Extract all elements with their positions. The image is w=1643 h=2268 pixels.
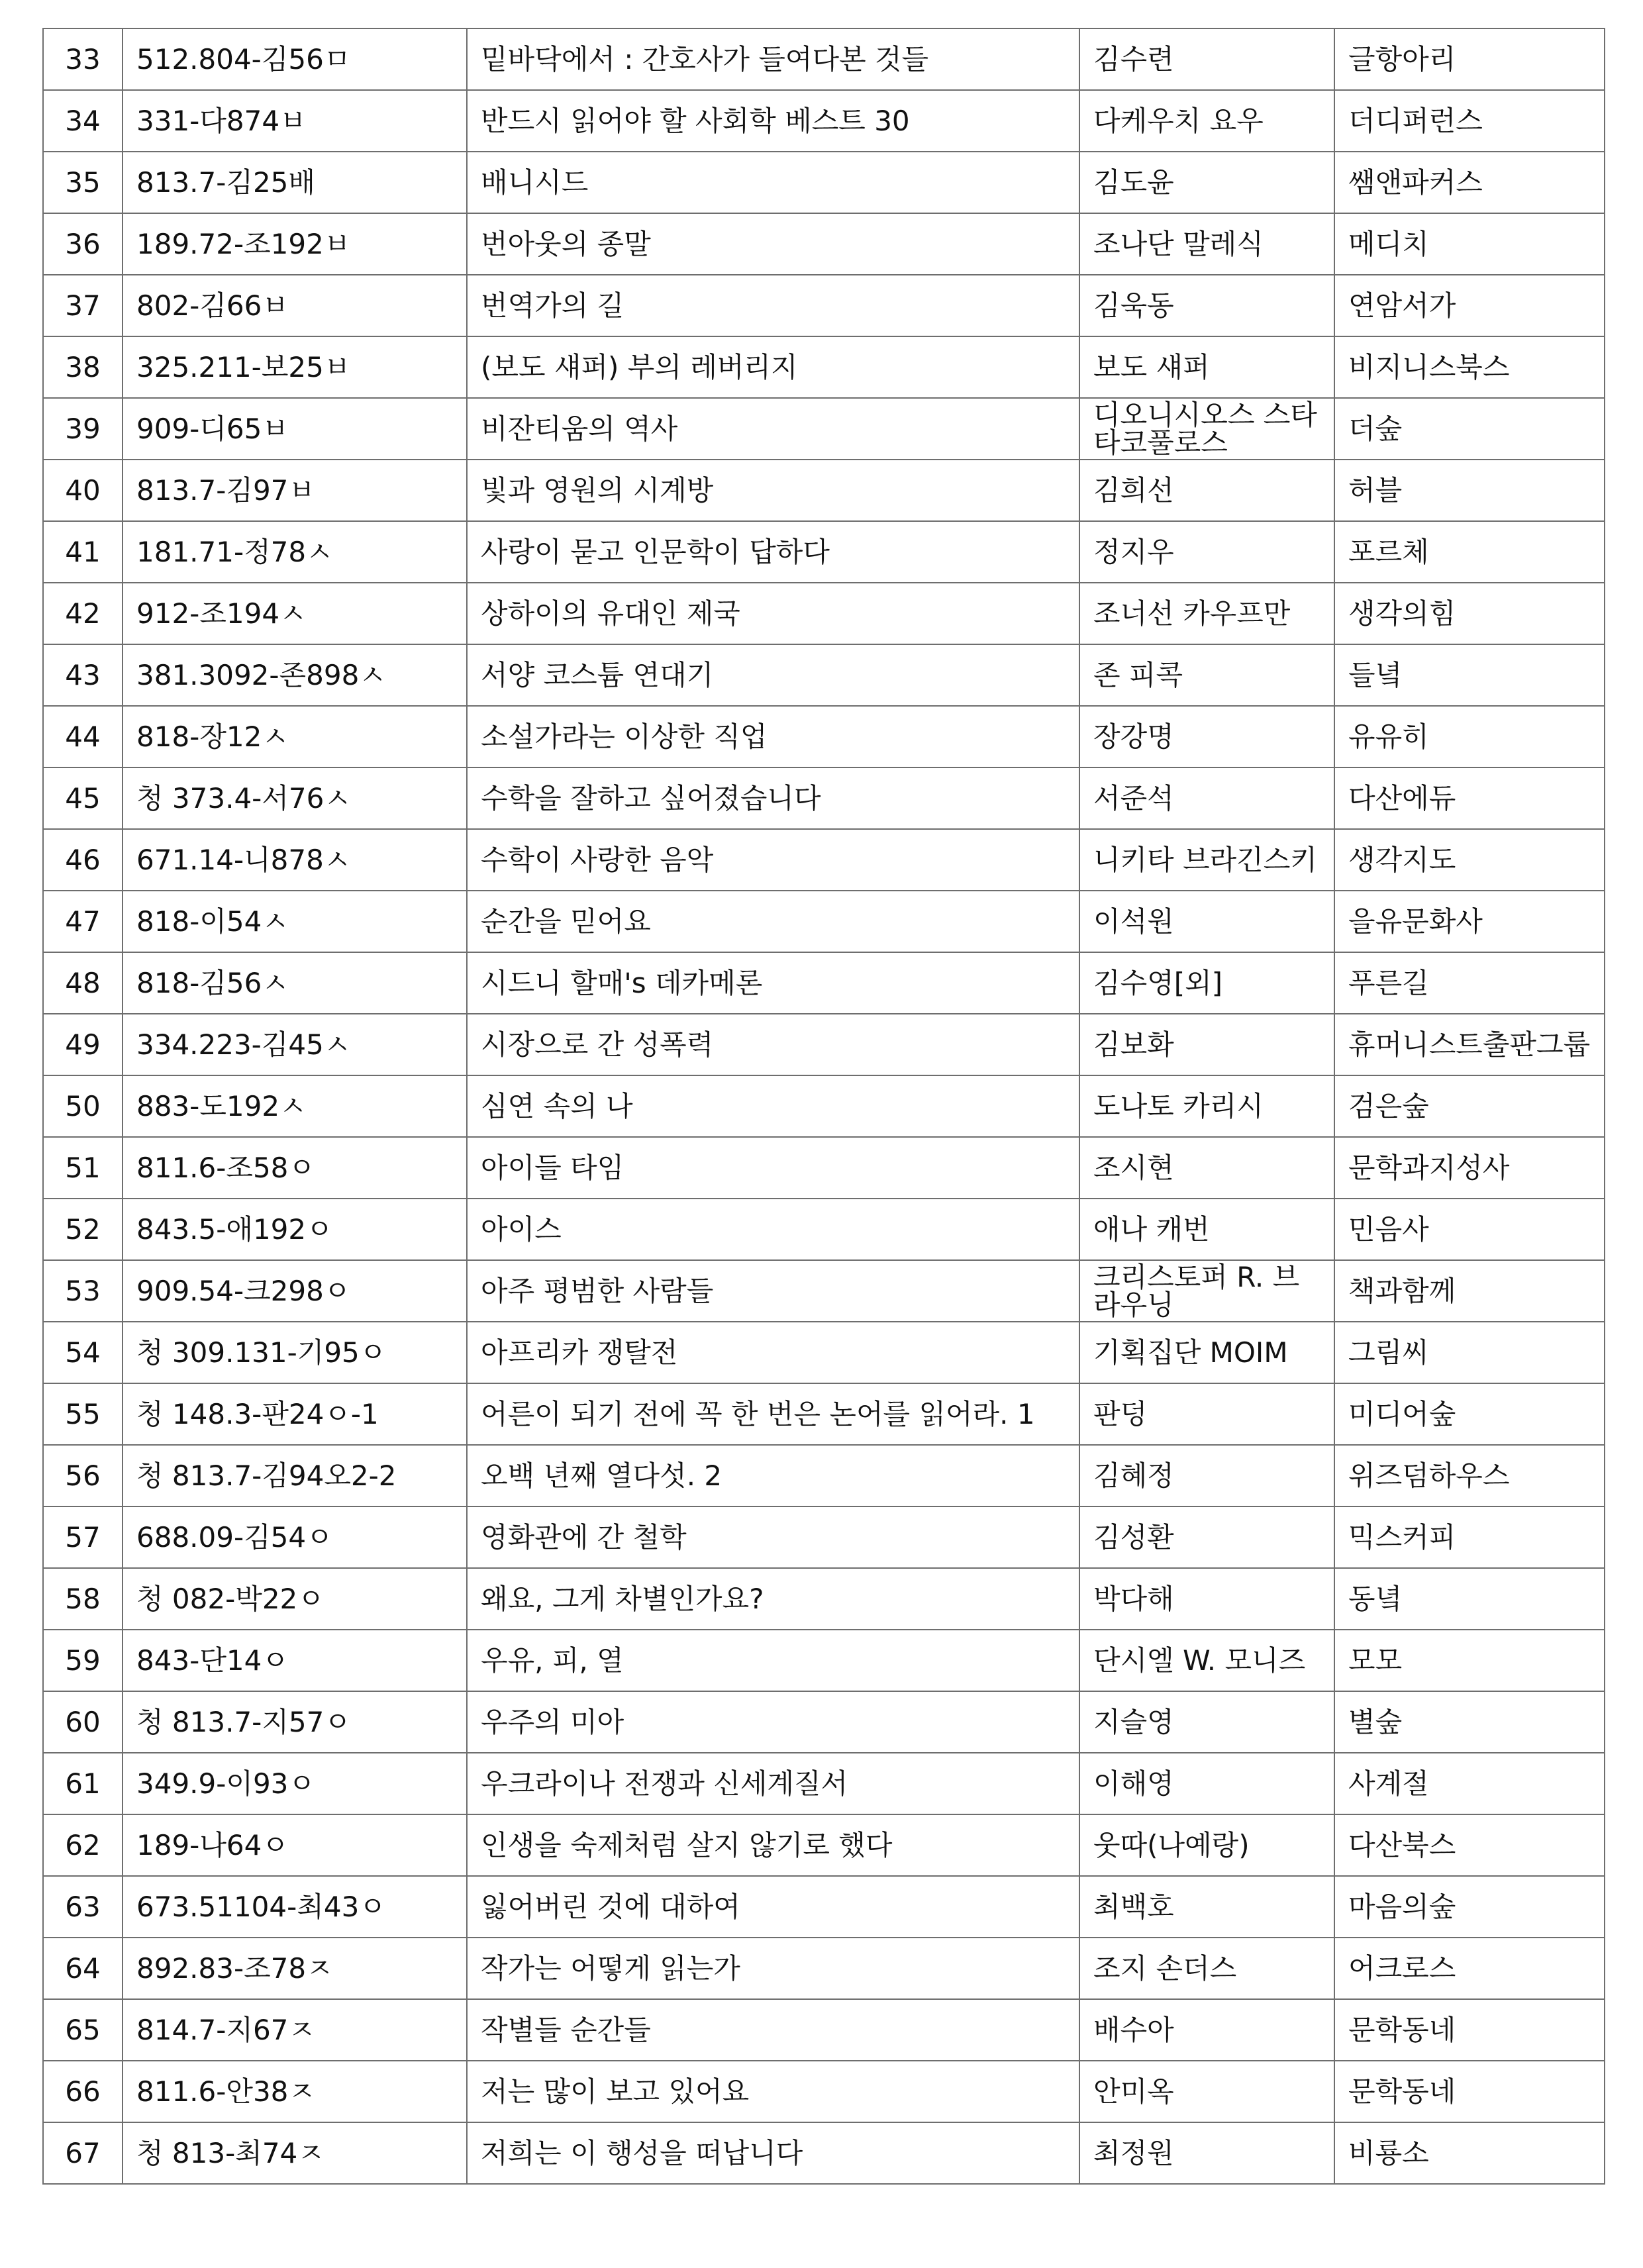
call-number: 189.72-조192ㅂ [123, 213, 467, 275]
publisher-name: 푸른길 [1334, 952, 1605, 1014]
table-row [43, 1691, 1605, 1753]
table-row [43, 767, 1605, 829]
book-title: 어른이 되기 전에 꼭 한 번은 논어를 읽어라. 1 [467, 1383, 1079, 1445]
table-row [43, 398, 1605, 460]
row-number: 38 [43, 336, 123, 398]
call-number: 813.7-김25배 [123, 152, 467, 213]
author-name: 김보화 [1079, 1014, 1334, 1075]
book-title: 우주의 미아 [467, 1691, 1079, 1753]
call-number: 189-나64ㅇ [123, 1814, 467, 1876]
book-title: 번아웃의 종말 [467, 213, 1079, 275]
publisher-name: 검은숲 [1334, 1075, 1605, 1137]
publisher-name: 위즈덤하우스 [1334, 1445, 1605, 1506]
call-number: 673.51104-최43ㅇ [123, 1876, 467, 1938]
table-row [43, 1999, 1605, 2061]
call-number: 청 813.7-지57ㅇ [123, 1691, 467, 1753]
book-title: 반드시 읽어야 할 사회학 베스트 30 [467, 90, 1079, 152]
row-number: 56 [43, 1445, 123, 1506]
row-number: 59 [43, 1630, 123, 1691]
book-title: 아이스 [467, 1199, 1079, 1260]
author-name: 도나토 카리시 [1079, 1075, 1334, 1137]
table-row [43, 460, 1605, 521]
row-number: 60 [43, 1691, 123, 1753]
author-name: 조지 손더스 [1079, 1938, 1334, 1999]
author-name: 조시현 [1079, 1137, 1334, 1199]
publisher-name: 문학동네 [1334, 2061, 1605, 2122]
book-title: 심연 속의 나 [467, 1075, 1079, 1137]
author-name: 김도윤 [1079, 152, 1334, 213]
publisher-name: 생각지도 [1334, 829, 1605, 891]
publisher-name: 별숲 [1334, 1691, 1605, 1753]
book-title: 우유, 피, 열 [467, 1630, 1079, 1691]
call-number: 892.83-조78ㅈ [123, 1938, 467, 1999]
table-row [43, 213, 1605, 275]
table-row [43, 1630, 1605, 1691]
call-number: 688.09-김54ㅇ [123, 1506, 467, 1568]
table-row [43, 1506, 1605, 1568]
publisher-name: 글항아리 [1334, 28, 1605, 90]
row-number: 41 [43, 521, 123, 583]
publisher-name: 포르체 [1334, 521, 1605, 583]
author-name: 김수련 [1079, 28, 1334, 90]
publisher-name: 을유문화사 [1334, 891, 1605, 952]
book-title: 저는 많이 보고 있어요 [467, 2061, 1079, 2122]
call-number: 802-김66ㅂ [123, 275, 467, 336]
publisher-name: 메디치 [1334, 213, 1605, 275]
book-title: 아이들 타임 [467, 1137, 1079, 1199]
row-number: 54 [43, 1322, 123, 1383]
publisher-name: 비지니스북스 [1334, 336, 1605, 398]
publisher-name: 미디어숲 [1334, 1383, 1605, 1445]
author-name: 기획집단 MOIM [1079, 1322, 1334, 1383]
book-title: 서양 코스튬 연대기 [467, 644, 1079, 706]
call-number: 181.71-정78ㅅ [123, 521, 467, 583]
book-title: 배니시드 [467, 152, 1079, 213]
row-number: 53 [43, 1260, 123, 1322]
row-number: 40 [43, 460, 123, 521]
table-row [43, 28, 1605, 90]
book-title: 번역가의 길 [467, 275, 1079, 336]
table-row [43, 1199, 1605, 1260]
call-number: 912-조194ㅅ [123, 583, 467, 644]
call-number: 818-이54ㅅ [123, 891, 467, 952]
call-number: 청 813.7-김94오2-2 [123, 1445, 467, 1506]
publisher-name: 생각의힘 [1334, 583, 1605, 644]
row-number: 67 [43, 2122, 123, 2184]
table-row [43, 1137, 1605, 1199]
publisher-name: 허블 [1334, 460, 1605, 521]
table-row [43, 1753, 1605, 1814]
row-number: 44 [43, 706, 123, 767]
table-row [43, 1938, 1605, 1999]
call-number: 811.6-조58ㅇ [123, 1137, 467, 1199]
author-name: 정지우 [1079, 521, 1334, 583]
table-row [43, 1322, 1605, 1383]
book-title: 저희는 이 행성을 떠납니다 [467, 2122, 1079, 2184]
book-title: 시드니 할매's 데카메론 [467, 952, 1079, 1014]
table-row [43, 1014, 1605, 1075]
table-row [43, 1383, 1605, 1445]
call-number: 청 309.131-기95ㅇ [123, 1322, 467, 1383]
call-number: 909.54-크298ㅇ [123, 1260, 467, 1322]
call-number: 811.6-안38ㅈ [123, 2061, 467, 2122]
row-number: 64 [43, 1938, 123, 1999]
table-row [43, 644, 1605, 706]
author-name: 장강명 [1079, 706, 1334, 767]
row-number: 42 [43, 583, 123, 644]
author-name: 박다해 [1079, 1568, 1334, 1630]
publisher-name: 더디퍼런스 [1334, 90, 1605, 152]
author-name: 김욱동 [1079, 275, 1334, 336]
call-number: 청 082-박22ㅇ [123, 1568, 467, 1630]
table-row [43, 706, 1605, 767]
table-row [43, 1568, 1605, 1630]
author-name: 크리스토퍼 R. 브라우닝 [1079, 1260, 1334, 1322]
call-number: 청 813-최74ㅈ [123, 2122, 467, 2184]
row-number: 55 [43, 1383, 123, 1445]
publisher-name: 들녘 [1334, 644, 1605, 706]
publisher-name: 믹스커피 [1334, 1506, 1605, 1568]
author-name: 보도 섀퍼 [1079, 336, 1334, 398]
publisher-name: 다산에듀 [1334, 767, 1605, 829]
publisher-name: 연암서가 [1334, 275, 1605, 336]
book-title: 빛과 영원의 시계방 [467, 460, 1079, 521]
call-number: 813.7-김97ㅂ [123, 460, 467, 521]
call-number: 883-도192ㅅ [123, 1075, 467, 1137]
row-number: 47 [43, 891, 123, 952]
publisher-name: 그림씨 [1334, 1322, 1605, 1383]
book-title: 비잔티움의 역사 [467, 398, 1079, 460]
row-number: 51 [43, 1137, 123, 1199]
author-name: 다케우치 요우 [1079, 90, 1334, 152]
book-title: 오백 년째 열다섯. 2 [467, 1445, 1079, 1506]
book-title: 인생을 숙제처럼 살지 않기로 했다 [467, 1814, 1079, 1876]
publisher-name: 어크로스 [1334, 1938, 1605, 1999]
row-number: 63 [43, 1876, 123, 1938]
table-row [43, 90, 1605, 152]
row-number: 65 [43, 1999, 123, 2061]
author-name: 김수영[외] [1079, 952, 1334, 1014]
book-list-table [42, 28, 1605, 2185]
book-title: 왜요, 그게 차별인가요? [467, 1568, 1079, 1630]
row-number: 66 [43, 2061, 123, 2122]
publisher-name: 휴머니스트출판그룹 [1334, 1014, 1605, 1075]
author-name: 조나단 말레식 [1079, 213, 1334, 275]
author-name: 김혜정 [1079, 1445, 1334, 1506]
publisher-name: 쌤앤파커스 [1334, 152, 1605, 213]
call-number: 349.9-이93ㅇ [123, 1753, 467, 1814]
author-name: 최정원 [1079, 2122, 1334, 2184]
author-name: 단시엘 W. 모니즈 [1079, 1630, 1334, 1691]
row-number: 43 [43, 644, 123, 706]
book-title: 밑바닥에서 : 간호사가 들여다본 것들 [467, 28, 1079, 90]
book-title: 사랑이 묻고 인문학이 답하다 [467, 521, 1079, 583]
row-number: 45 [43, 767, 123, 829]
book-title: 작가는 어떻게 읽는가 [467, 1938, 1079, 1999]
publisher-name: 비룡소 [1334, 2122, 1605, 2184]
book-title: (보도 섀퍼) 부의 레버리지 [467, 336, 1079, 398]
book-title: 소설가라는 이상한 직업 [467, 706, 1079, 767]
publisher-name: 모모 [1334, 1630, 1605, 1691]
publisher-name: 동녘 [1334, 1568, 1605, 1630]
book-title: 수학을 잘하고 싶어졌습니다 [467, 767, 1079, 829]
publisher-name: 책과함께 [1334, 1260, 1605, 1322]
publisher-name: 더숲 [1334, 398, 1605, 460]
row-number: 34 [43, 90, 123, 152]
table-row [43, 1075, 1605, 1137]
call-number: 818-김56ㅅ [123, 952, 467, 1014]
table-row [43, 521, 1605, 583]
book-title: 작별들 순간들 [467, 1999, 1079, 2061]
publisher-name: 다산북스 [1334, 1814, 1605, 1876]
call-number: 843.5-애192ㅇ [123, 1199, 467, 1260]
row-number: 49 [43, 1014, 123, 1075]
publisher-name: 사계절 [1334, 1753, 1605, 1814]
publisher-name: 민음사 [1334, 1199, 1605, 1260]
author-name: 니키타 브라긴스키 [1079, 829, 1334, 891]
book-title: 우크라이나 전쟁과 신세계질서 [467, 1753, 1079, 1814]
row-number: 62 [43, 1814, 123, 1876]
row-number: 52 [43, 1199, 123, 1260]
call-number: 909-디65ㅂ [123, 398, 467, 460]
table-row [43, 275, 1605, 336]
row-number: 37 [43, 275, 123, 336]
row-number: 48 [43, 952, 123, 1014]
book-title: 상하이의 유대인 제국 [467, 583, 1079, 644]
book-title: 시장으로 간 성폭력 [467, 1014, 1079, 1075]
table-row [43, 336, 1605, 398]
author-name: 배수아 [1079, 1999, 1334, 2061]
call-number: 청 373.4-서76ㅅ [123, 767, 467, 829]
row-number: 36 [43, 213, 123, 275]
table-row [43, 952, 1605, 1014]
publisher-name: 유유히 [1334, 706, 1605, 767]
call-number: 381.3092-존898ㅅ [123, 644, 467, 706]
table-row [43, 2122, 1605, 2184]
book-title: 아주 평범한 사람들 [467, 1260, 1079, 1322]
row-number: 61 [43, 1753, 123, 1814]
row-number: 35 [43, 152, 123, 213]
author-name: 이석원 [1079, 891, 1334, 952]
book-title: 아프리카 쟁탈전 [467, 1322, 1079, 1383]
author-name: 판덩 [1079, 1383, 1334, 1445]
row-number: 50 [43, 1075, 123, 1137]
author-name: 웃따(나예랑) [1079, 1814, 1334, 1876]
call-number: 843-단14ㅇ [123, 1630, 467, 1691]
author-name: 이해영 [1079, 1753, 1334, 1814]
author-name: 지슬영 [1079, 1691, 1334, 1753]
author-name: 김희선 [1079, 460, 1334, 521]
call-number: 331-다874ㅂ [123, 90, 467, 152]
author-name: 안미옥 [1079, 2061, 1334, 2122]
author-name: 애나 캐번 [1079, 1199, 1334, 1260]
author-name: 서준석 [1079, 767, 1334, 829]
author-name: 최백호 [1079, 1876, 1334, 1938]
book-title: 수학이 사랑한 음악 [467, 829, 1079, 891]
call-number: 512.804-김56ㅁ [123, 28, 467, 90]
table-row [43, 891, 1605, 952]
call-number: 334.223-김45ㅅ [123, 1014, 467, 1075]
row-number: 39 [43, 398, 123, 460]
author-name: 디오니시오스 스타타코풀로스 [1079, 398, 1334, 460]
publisher-name: 문학과지성사 [1334, 1137, 1605, 1199]
table-row [43, 1260, 1605, 1322]
table-row [43, 1876, 1605, 1938]
book-list-body [43, 28, 1605, 2184]
call-number: 818-장12ㅅ [123, 706, 467, 767]
author-name: 조너선 카우프만 [1079, 583, 1334, 644]
table-row [43, 583, 1605, 644]
row-number: 46 [43, 829, 123, 891]
call-number: 청 148.3-판24ㅇ-1 [123, 1383, 467, 1445]
table-row [43, 1814, 1605, 1876]
call-number: 814.7-지67ㅈ [123, 1999, 467, 2061]
book-title: 순간을 믿어요 [467, 891, 1079, 952]
row-number: 57 [43, 1506, 123, 1568]
row-number: 33 [43, 28, 123, 90]
book-title: 잃어버린 것에 대하여 [467, 1876, 1079, 1938]
table-row [43, 152, 1605, 213]
call-number: 671.14-니878ㅅ [123, 829, 467, 891]
author-name: 김성환 [1079, 1506, 1334, 1568]
publisher-name: 마음의숲 [1334, 1876, 1605, 1938]
row-number: 58 [43, 1568, 123, 1630]
table-row [43, 829, 1605, 891]
book-title: 영화관에 간 철학 [467, 1506, 1079, 1568]
publisher-name: 문학동네 [1334, 1999, 1605, 2061]
table-row [43, 2061, 1605, 2122]
table-row [43, 1445, 1605, 1506]
call-number: 325.211-보25ㅂ [123, 336, 467, 398]
author-name: 존 피콕 [1079, 644, 1334, 706]
